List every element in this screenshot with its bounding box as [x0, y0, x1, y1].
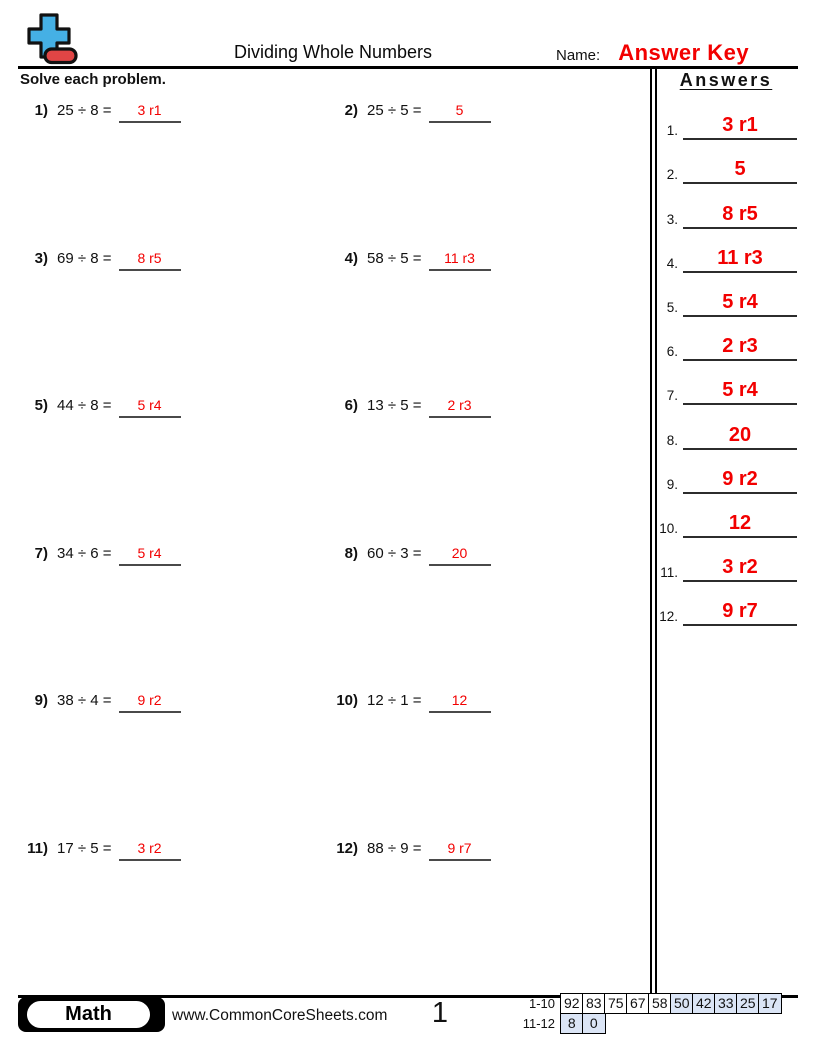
problem-9 — [22, 692, 181, 713]
answer-item-9 — [652, 450, 800, 494]
problem-answer-line — [119, 545, 181, 566]
name-row — [556, 40, 749, 67]
score-row-label: 1-10 — [528, 996, 555, 1011]
problem-8 — [332, 545, 491, 566]
problem-answer: 9 r2 — [137, 692, 162, 708]
score-cell: 92 — [560, 993, 584, 1014]
problem-answer: 3 r2 — [137, 840, 162, 856]
problem-expression: 44 ÷ 8 = — [57, 397, 112, 414]
problem-answer-line — [119, 250, 181, 271]
answer-number: 3. — [666, 211, 678, 227]
answer-item-6 — [652, 317, 800, 361]
problem-7 — [22, 545, 181, 566]
answer-value: 9 r2 — [722, 467, 758, 490]
problem-answer: 20 — [451, 545, 468, 561]
website-url: www.CommonCoreSheets.com — [172, 1007, 388, 1024]
answer-number: 2. — [666, 167, 678, 183]
problem-4 — [332, 250, 491, 271]
problem-answer-line — [119, 840, 181, 861]
problem-expression: 38 ÷ 4 = — [57, 692, 112, 709]
answer-line — [683, 379, 797, 405]
problem-number: 7) — [34, 545, 48, 562]
problem-answer: 2 r3 — [447, 397, 472, 413]
answer-line — [683, 424, 797, 450]
answer-item-2 — [652, 140, 800, 184]
answer-item-7 — [652, 361, 800, 405]
problem-answer-line — [429, 102, 491, 123]
problem-number: 8) — [344, 545, 358, 562]
problem-2 — [332, 102, 491, 123]
problem-expression: 58 ÷ 5 = — [367, 250, 422, 267]
answer-line — [683, 158, 797, 184]
problem-answer-line — [429, 545, 491, 566]
answer-item-11 — [652, 538, 800, 582]
answer-number: 5. — [666, 299, 678, 315]
answer-value: 2 r3 — [722, 335, 758, 358]
problem-12 — [332, 840, 491, 861]
score-cell: 83 — [582, 993, 606, 1014]
score-cell: 8 — [560, 1013, 584, 1034]
problem-1 — [22, 102, 181, 123]
problem-6 — [332, 397, 491, 418]
answer-number: 7. — [666, 388, 678, 404]
problem-expression: 34 ÷ 6 = — [57, 545, 112, 562]
problem-expression: 25 ÷ 8 = — [57, 102, 112, 119]
problem-answer: 5 r4 — [137, 545, 162, 561]
answer-value: 3 r2 — [722, 556, 758, 579]
answer-value: 5 r4 — [722, 290, 758, 313]
problem-3 — [22, 250, 181, 271]
problem-11 — [22, 840, 181, 861]
page-title: Dividing Whole Numbers — [233, 42, 433, 62]
problem-expression: 88 ÷ 9 = — [367, 840, 422, 857]
problem-answer-line — [119, 397, 181, 418]
answer-value: 12 — [728, 511, 752, 534]
problem-expression: 17 ÷ 5 = — [57, 840, 112, 857]
problem-answer: 8 r5 — [137, 250, 162, 266]
problem-number: 6) — [344, 397, 358, 414]
answer-number: 10. — [659, 520, 678, 536]
problem-number: 11) — [27, 840, 48, 857]
score-cell: 25 — [736, 993, 760, 1014]
answer-line — [683, 114, 797, 140]
problem-10 — [332, 692, 491, 713]
answer-number: 11. — [660, 565, 678, 581]
answer-number: 4. — [666, 255, 678, 271]
problem-number: 12) — [336, 840, 358, 857]
problem-answer-line — [119, 692, 181, 713]
answer-item-12 — [652, 582, 800, 626]
answer-line — [683, 291, 797, 317]
score-cell: 42 — [692, 993, 716, 1014]
answer-value: 8 r5 — [722, 202, 758, 225]
problem-number: 9) — [34, 692, 48, 709]
answer-value: 20 — [728, 423, 752, 446]
score-cell: 50 — [670, 993, 694, 1014]
answer-item-8 — [652, 405, 800, 449]
answer-line — [683, 600, 797, 626]
problem-answer-line — [119, 102, 181, 123]
problem-number: 4) — [344, 250, 358, 267]
answer-key-label: Answer Key — [618, 40, 750, 65]
score-table — [503, 993, 782, 1034]
answer-line — [683, 335, 797, 361]
problem-answer-line — [429, 840, 491, 861]
score-row-11-12 — [503, 1013, 782, 1034]
problem-number: 10) — [336, 692, 358, 709]
problem-number: 5) — [34, 397, 48, 414]
score-row-label: 11-12 — [522, 1015, 555, 1031]
answer-number: 6. — [666, 344, 678, 360]
answer-line — [683, 556, 797, 582]
score-cell: 67 — [626, 993, 650, 1014]
subject-label: Math — [27, 1001, 150, 1028]
problem-expression: 25 ÷ 5 = — [367, 102, 422, 119]
problem-expression: 13 ÷ 5 = — [367, 397, 422, 414]
answer-number: 12. — [659, 609, 678, 625]
answers-list — [652, 96, 800, 626]
page-number: 1 — [431, 997, 449, 1029]
answer-item-10 — [652, 494, 800, 538]
problem-answer-line — [429, 250, 491, 271]
problem-5 — [22, 397, 181, 418]
problem-answer: 5 r4 — [137, 397, 162, 413]
problem-expression: 60 ÷ 3 = — [367, 545, 422, 562]
answer-line — [683, 468, 797, 494]
answer-item-1 — [652, 96, 800, 140]
score-cell: 0 — [582, 1013, 606, 1034]
score-cell: 75 — [604, 993, 628, 1014]
answer-number: 1. — [666, 123, 678, 139]
problem-answer: 11 r3 — [444, 250, 475, 266]
answer-item-3 — [652, 184, 800, 228]
problem-number: 2) — [344, 102, 358, 119]
problem-answer: 9 r7 — [447, 840, 472, 856]
problem-answer: 3 r1 — [137, 102, 162, 118]
answer-value: 11 r3 — [717, 246, 763, 269]
problem-number: 1) — [34, 102, 48, 119]
problem-expression: 12 ÷ 1 = — [367, 692, 422, 709]
answer-line — [683, 247, 797, 273]
answer-number: 9. — [666, 476, 678, 492]
instruction-text: Solve each problem. — [20, 71, 166, 88]
name-label: Name: — [556, 47, 601, 64]
score-cell: 58 — [648, 993, 672, 1014]
problem-expression: 69 ÷ 8 = — [57, 250, 112, 267]
answer-item-5 — [652, 273, 800, 317]
answer-number: 8. — [666, 432, 678, 448]
answer-value: 9 r7 — [722, 600, 758, 623]
answer-value: 5 — [734, 158, 746, 181]
answers-heading: Answers — [679, 70, 773, 90]
answer-value: 3 r1 — [722, 114, 758, 137]
problem-answer-line — [429, 692, 491, 713]
score-row-1-10 — [503, 993, 782, 1014]
header-divider — [18, 66, 798, 69]
problem-answer: 12 — [451, 692, 468, 708]
answer-line — [683, 203, 797, 229]
score-cell: 33 — [714, 993, 738, 1014]
problem-answer: 5 — [455, 102, 464, 118]
problem-number: 3) — [34, 250, 48, 267]
score-cell: 17 — [758, 993, 782, 1014]
problem-answer-line — [429, 397, 491, 418]
answer-item-4 — [652, 229, 800, 273]
subject-badge — [18, 997, 165, 1032]
answer-value: 5 r4 — [722, 379, 758, 402]
answer-line — [683, 512, 797, 538]
